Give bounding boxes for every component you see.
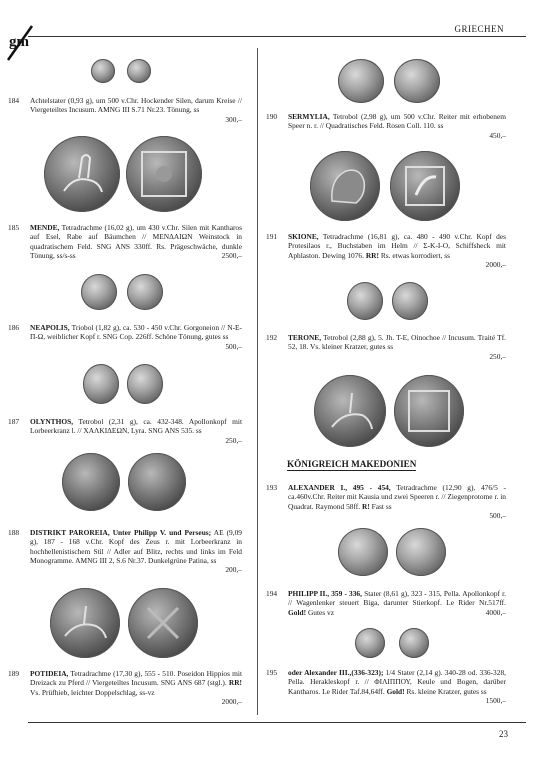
lot-description: 1/4 Stater (2,14 g). 340-28 od. 336-328, Pella. Herakleskopf r. // ΦΙΛΙΠΠΟΥ, Keule und Bogen, darüber Kantharos. Le Rider Taf.84,64ff. [288, 668, 506, 696]
lot-number: 193 [266, 483, 278, 492]
lot-number: 190 [266, 112, 278, 121]
rarity-mark: RR! [228, 678, 242, 688]
lot-number: 191 [266, 232, 278, 241]
lot-number: 189 [8, 669, 20, 678]
section-heading: KÖNIGREICH MAKEDONIEN [287, 459, 417, 469]
rarity-mark: Gold! [386, 686, 405, 696]
coin-184-reverse [127, 59, 151, 83]
lot-number: 186 [8, 323, 20, 332]
lot-condition: Rs. etwas korrodiert, ss [380, 250, 450, 260]
lot-192 [266, 333, 506, 363]
lot-number: 187 [8, 417, 20, 426]
lot-price: 2500,– [221, 250, 242, 260]
lot-title: POTIDEIA, [30, 669, 69, 678]
lot-187 [8, 417, 242, 447]
lot-184 [8, 96, 242, 130]
coin-190-obverse [338, 59, 384, 103]
publisher-logo-icon [6, 22, 34, 62]
lot-title: oder Alexander III.,(336-323); [288, 668, 384, 677]
lot-price: 500,– [225, 341, 242, 351]
coin-191-obverse [310, 151, 380, 221]
coin-195-reverse [399, 628, 429, 658]
coin-193-reverse [394, 375, 464, 447]
rarity-mark: RR! [365, 250, 379, 260]
lot-title: DISTRIKT PAROREIA, Unter Philipp V. und Perseus; [30, 528, 212, 537]
lot-number: 194 [266, 589, 278, 598]
lot-description: Tetradrachme (16,02 g), um 430 v.Chr. Silen mit Kantharos auf Esel, Rabe auf Bäumchen // ΜΕΝΔΑΙΩΝ Weinstock in quadratischem Feld. SNG ANS 330ff. Rs. Prägeschwäche, dunkle Tönung, ss/s-ss [30, 223, 243, 260]
lot-condition: Vs. Prüfhieb, leichter Doppelschlag, ss-vz [30, 687, 155, 697]
coin-186-reverse [127, 274, 163, 310]
lot-188 [8, 528, 242, 578]
coin-194-reverse [396, 528, 446, 576]
coin-184-obverse [91, 59, 115, 83]
lot-description: Tetradrachme (16,81 g), ca. 480 - 490 v.Chr. Kopf des Protesilaos r., Buchstaben im Helm // Σ-Κ-Ι-Ο, Schiffsheck mit Aphlaston. Dewing 1076. [288, 232, 506, 260]
footer-rule [28, 722, 526, 723]
rarity-mark: R! [361, 501, 370, 511]
lot-price: 4000,– [485, 607, 506, 617]
lot-194 [266, 589, 506, 619]
coin-188-obverse [62, 453, 120, 511]
coin-191-reverse [390, 151, 460, 221]
coin-192-obverse [347, 282, 383, 320]
lot-price: 250,– [225, 435, 242, 445]
lot-condition: Gutes vz [307, 607, 335, 617]
coin-195-obverse [355, 628, 385, 658]
lot-price: 2000,– [485, 259, 506, 269]
lot-number: 184 [8, 96, 20, 105]
lot-191 [266, 232, 506, 272]
lot-description: Triobol (1,82 g), ca. 530 - 450 v.Chr. Gorgoneion // Ν-Ε-Π-Ω, weiblicher Kopf r. SNG Cop. 226ff. Schöne Tönung, gutes ss [30, 323, 243, 342]
lot-description: Tetrobol (2,98 g), um 500 v.Chr. Reiter mit erhobenem Speer n. r. // Quadratisches Feld. Rosen Coll. 110. ss [288, 112, 506, 131]
lot-description: Tetrobol (2,31 g), ca. 432-348. Apollonkopf mit Lorbeerkranz l. // ΧΑΛΚΙΔΕΩΝ, Lyra. SNG ANS 535. ss [30, 417, 242, 436]
lot-description: Tetrobol (2,88 g), 5. Jh. T-E, Oinochoe // Incusum. Traité Tf. 52, 18. Vs. kleiner Kratzer, gutes ss [288, 333, 507, 352]
lot-title: SKIONE, [288, 232, 319, 241]
coin-188-reverse [128, 453, 186, 511]
coin-189-reverse [128, 588, 198, 658]
lot-186 [8, 323, 242, 353]
coin-190-reverse [394, 59, 440, 103]
lot-price: 200,– [225, 565, 242, 575]
lot-number: 192 [266, 333, 278, 342]
lot-193 [266, 483, 506, 523]
page-number: 23 [499, 729, 508, 739]
svg-text:gm: gm [9, 34, 29, 50]
lot-price: 300,– [225, 114, 242, 124]
lot-condition: Fast ss [371, 501, 392, 511]
coin-187-reverse [127, 364, 163, 404]
lot-title: NEAPOLIS, [30, 323, 70, 332]
coin-185-obverse [44, 136, 120, 212]
lot-number: 188 [8, 528, 20, 537]
lot-title: MENDE, [30, 223, 60, 232]
coin-185-reverse [126, 136, 202, 212]
lot-number: 195 [266, 668, 278, 677]
lot-title: TERONE, [288, 333, 322, 342]
lot-number: 185 [8, 223, 20, 232]
lot-description: Tetradrachme (17,30 g), 555 - 510. Poseidon Hippios mit Dreizack zu Pferd // Viergeteiltes Incusum. SNG ANS 687 (stgl.). [30, 669, 243, 688]
lot-title: PHILIPP II., 359 - 336, [288, 589, 362, 598]
coin-192-reverse [392, 282, 428, 320]
running-head: GRIECHEN [454, 24, 504, 34]
lot-title: SERMYLIA, [288, 112, 330, 121]
coin-194-obverse [338, 528, 388, 576]
lot-description: AE (9,09 g), 187 - 168 v.Chr. Kopf des Zeus r. mit Lorbeerkranz in hochhellenistischem Stil // Adler auf Blitz, rechts und links im Feld Monogramme. AMNG III 2, S.6 Nr.37. Dunkelgrüne Patina, ss [30, 528, 242, 565]
lot-title: ALEXANDER I., 495 - 454, [288, 483, 391, 492]
lot-description: Achtelstater (0,93 g), um 500 v.Chr. Hockender Silen, darum Kreise // Viergeteiltes Incusum. AMNG III S.71 Nr.23. Tönung, ss [30, 96, 242, 115]
lot-price: 1500,– [485, 695, 506, 705]
lot-price: 450,– [489, 130, 506, 140]
lot-price: 250,– [489, 351, 506, 361]
lot-description: Stater (8,61 g), 323 - 315, Pella. Apollonkopf r. // Wagenlenker steuert Biga, darunter Stierkopf. Le Rider Nr.517ff. [288, 589, 506, 608]
lot-price: 500,– [489, 510, 506, 520]
lot-190 [266, 112, 506, 142]
lot-price: 2000,– [221, 696, 242, 706]
header-rule [28, 36, 526, 37]
lot-description: Tetradrachme (12,90 g), 476/5 - ca.460v.Chr. Reiter mit Kausia und zwei Speeren r. // Ziegenprotome r. in Quadrat. Raymond 58ff. [288, 483, 506, 511]
column-divider [257, 48, 258, 715]
lot-195 [266, 668, 506, 712]
lot-title: OLYNTHOS, [30, 417, 74, 426]
rarity-mark: Gold! [288, 607, 307, 617]
lot-185 [8, 223, 242, 263]
lot-189 [8, 669, 242, 709]
coin-187-obverse [83, 364, 119, 404]
lot-condition: Rs. kleine Kratzer, gutes ss [406, 686, 487, 696]
coin-186-obverse [81, 274, 117, 310]
coin-189-obverse [50, 588, 120, 658]
coin-193-obverse [314, 375, 386, 447]
